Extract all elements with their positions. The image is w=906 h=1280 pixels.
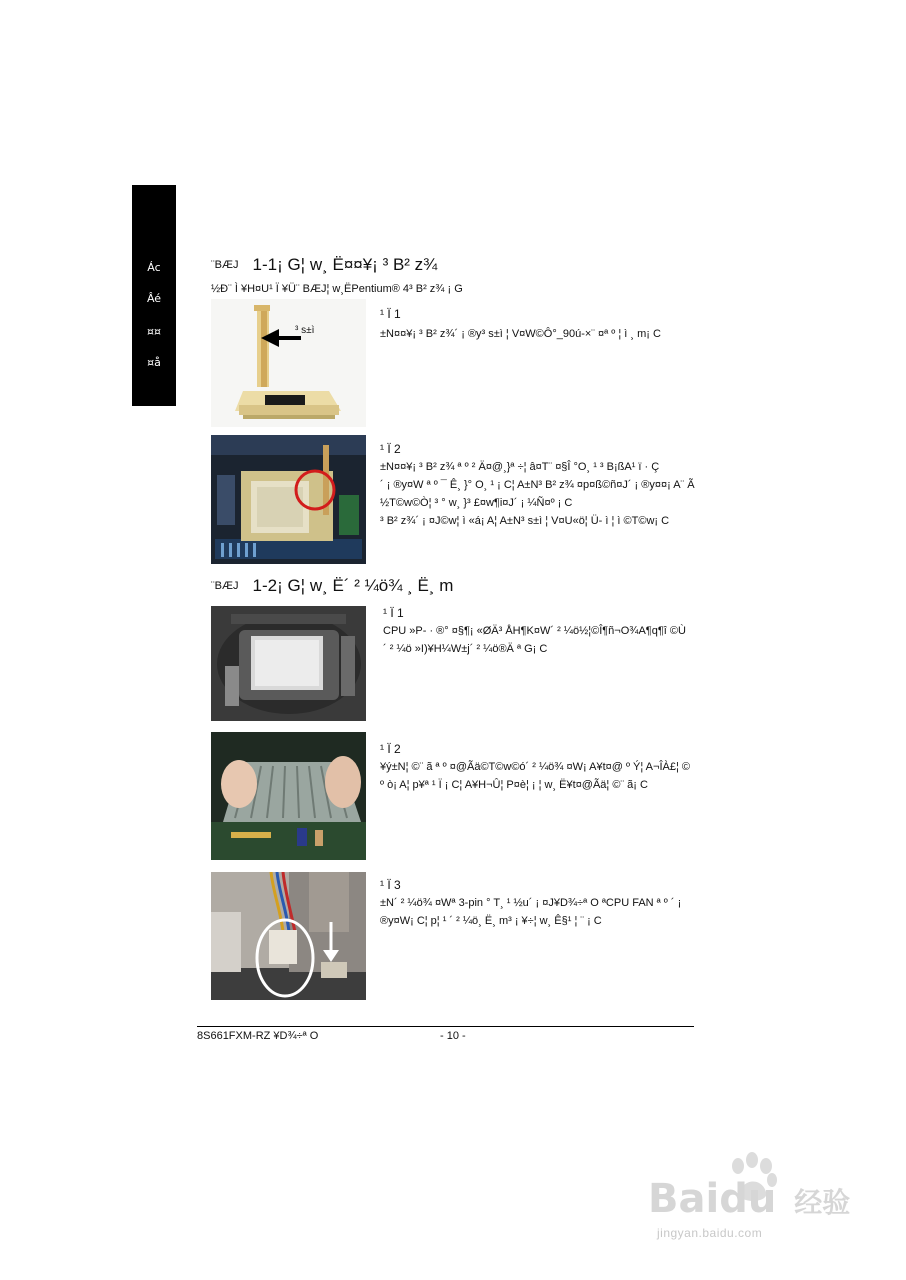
photo-install-heatsink: [211, 732, 366, 860]
step-1-2-number: ¹ Ï 2: [380, 442, 401, 456]
photo-fan-connector: [211, 872, 366, 1000]
section-1-intro: ½Ð¨ Ì ¥H¤U¹ Ï ¥Ü¨ BÆJ¦ w¸ËPentium® 4³ B² z¾ ¡ G: [211, 283, 463, 295]
footer-page-number: - 10 -: [440, 1030, 466, 1042]
section-1-title-text: 1-1¡ G¦ w¸ Ë¤¤¥¡ ³ B² z¾: [252, 255, 438, 274]
step-2-3-line-2: ®y¤W¡ C¦ p¦ ¹ ´ ² ¼ö¸ Ë¸ m³ ¡ ¥÷¦ w¸ Ê§¹ ¦ ¨ ¡ C: [380, 915, 602, 927]
step-2-1-line-2: ´ ² ¼ö »I)¥H¼W±j´ ² ¼ö®Ä ª G¡ C: [383, 643, 548, 655]
step-1-2-line-1: ±N¤¤¥¡ ³ B² z¾ ª º ² Ä¤@¸}ª ÷¦ â¤T¨ ¤§Î °O¸ ¹ ³ B¡ßA¹ ï · Ç: [380, 461, 660, 473]
section-1-prefix: ¨BÆJ: [211, 259, 239, 271]
photo-cpu-in-socket: [211, 435, 366, 564]
side-tab-char-2: Âé: [146, 292, 162, 305]
watermark-url: jingyan.baidu.com: [657, 1226, 763, 1240]
side-tab-char-3: ¤¤: [147, 325, 161, 338]
section-1-title: [211, 255, 437, 275]
photo-1-callout: ³ s±ì: [295, 325, 315, 336]
step-1-1-number: ¹ Ï 1: [380, 307, 401, 321]
step-2-2-line-2: º ò¡ A¦ p¥ª ¹ Ï ¡ C¦ A¥H¬Û¦ P¤è¦ ¡ ¦ w¸ Ë¥t¤@Ãä¦ ©¨ ã¡ C: [380, 779, 648, 791]
watermark-logo-text-2: du: [719, 1176, 777, 1222]
step-2-1-line-1: CPU »P- · ®° ¤§¶¡ «ØÄ³ ÅH¶K¤W´ ² ¼ö½¦©Î¶ñ¬O¾A¶q¶î ©Ù: [383, 625, 686, 637]
step-2-1-number: ¹ Ï 1: [383, 606, 404, 620]
watermark-logo-text: Bai: [648, 1176, 720, 1222]
step-2-3-line-1: ±N´ ² ¼ö¾ ¤Wª 3-pin ° T¸ ¹ ½u´ ¡ ¤J¥D¾÷ª O ªCPU FAN ª º ´ ¡: [380, 897, 682, 909]
photo-socket-lever: [211, 299, 366, 427]
section-2-title-text: 1-2¡ G¦ w¸ Ë´ ² ¼ö¾ ¸ Ë¸ m: [252, 576, 454, 595]
footer-divider: [197, 1026, 694, 1027]
step-2-1: [383, 604, 686, 658]
step-1-2-line-3: ½T©w©Ò¦ ³ ° w¸ }³ £¤w¶i¤J´ ¡ ¼Ñ¤º ¡ C: [380, 497, 573, 509]
watermark-logo-cn: 经验: [794, 1186, 851, 1219]
step-2-2-line-1: ¥ý±N¦ ©¨ ã ª º ¤@Ãä©T©w©ó´ ² ¼ö¾ ¤W¡ A¥t¤@ º Ý¦ A¬ÎÀ£¦ ©: [380, 761, 690, 773]
step-2-3-number: ¹ Ï 3: [380, 878, 401, 892]
footer-model: 8S661FXM-RZ ¥D¾÷ª O: [197, 1030, 319, 1042]
section-2-title: [211, 576, 453, 596]
chapter-side-tab: [132, 185, 176, 406]
section-2-prefix: ¨BÆJ: [211, 580, 239, 592]
step-2-3: [380, 876, 681, 930]
side-tab-char-4: ¤å: [147, 356, 161, 369]
step-1-2: [380, 440, 695, 530]
step-2-2: [380, 740, 690, 794]
step-1-2-line-2: ´ ¡ ®y¤W ª º ¯ Ê¸ }° O¸ ¹ ¡ C¦ A±N³ B² z¾ ¤p¤ß©ñ¤J´ ¡ ®y¤¤¡ A¨ Ã: [380, 479, 695, 491]
photo-heatsink-base: [211, 606, 366, 721]
step-1-1: [380, 305, 661, 343]
side-tab-char-1: Ác: [147, 261, 161, 274]
step-2-2-number: ¹ Ï 2: [380, 742, 401, 756]
step-1-1-line-1: ±N¤¤¥¡ ³ B² z¾´ ¡ ®y³ s±ì ¦ V¤W©Ô°_90ú-×¨ ¤ª º ¦ ì ¸ m¡ C: [380, 328, 661, 340]
step-1-2-line-4: ³ B² z¾´ ¡ ¤J©w¦ ì «á¡ A¦ A±N³ s±ì ¦ V¤U«ö¦ Ü- ì ¦ ì ©T©w¡ C: [380, 515, 670, 527]
